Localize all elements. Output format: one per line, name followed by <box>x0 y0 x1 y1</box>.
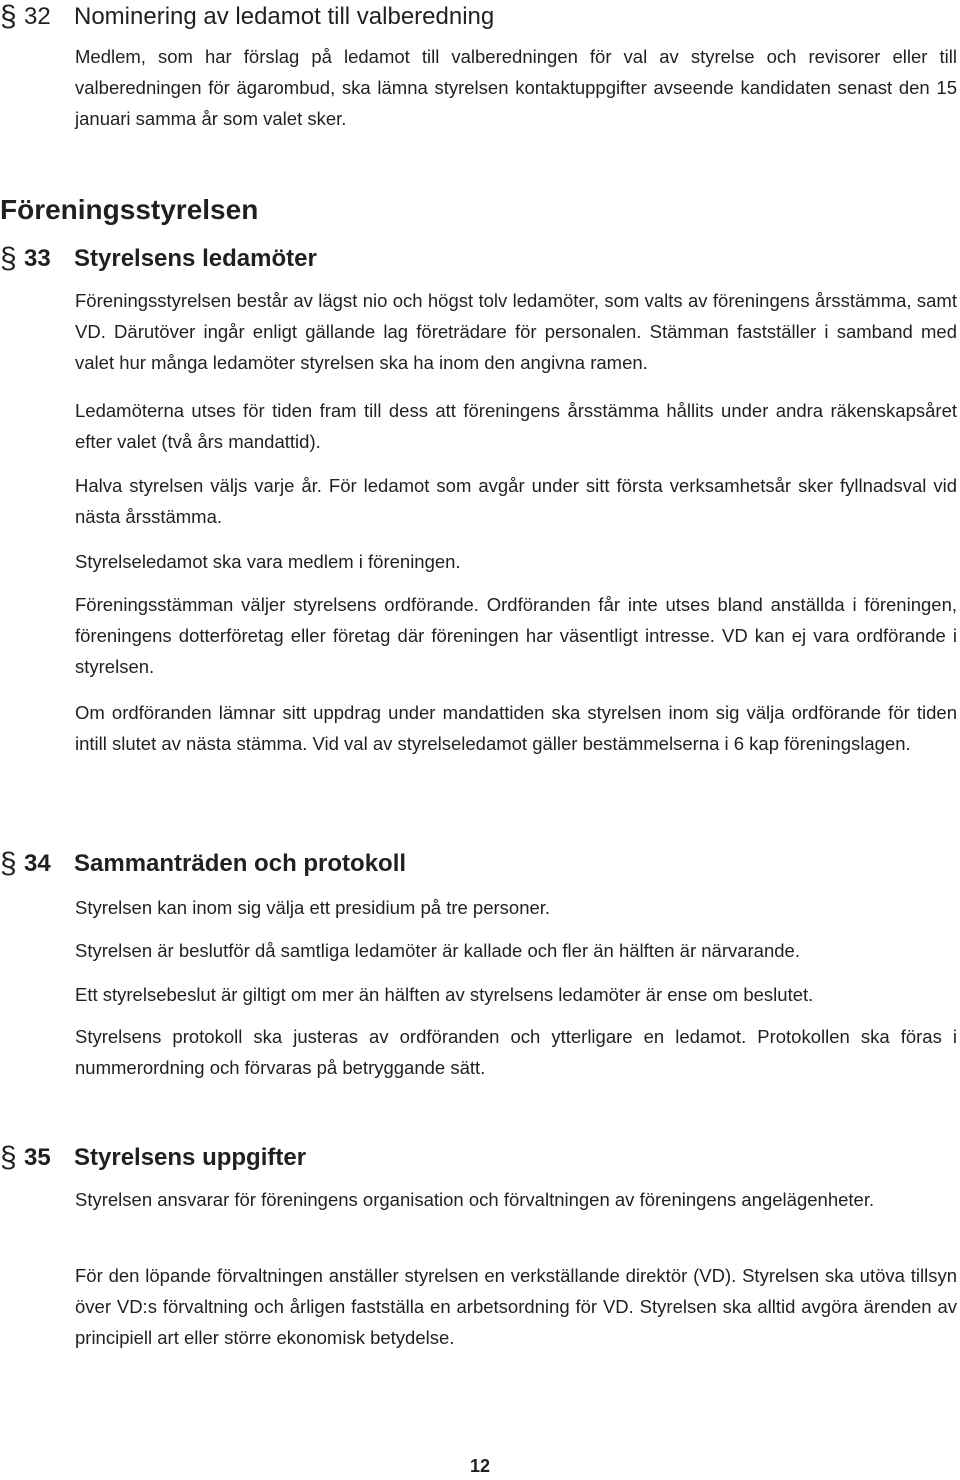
section-heading-33 <box>0 240 317 274</box>
section-title: Styrelsens ledamöter <box>74 245 317 272</box>
paragraph: Styrelseledamot ska vara medlem i föreningen. <box>75 551 461 572</box>
paragraph: Styrelsen är beslutför då samtliga ledamöter är kallade och fler än hälften är närvarande. <box>75 940 800 961</box>
paragraph: Ledamöterna utses för tiden fram till dess att föreningens årsstämma hållits under andra räkenskapsåret efter valet (två års mandattid). <box>75 400 957 452</box>
section-sign: § <box>0 847 17 880</box>
paragraph: Styrelsens protokoll ska justeras av ordföranden och ytterligare en ledamot. Protokollen ska föras i nummerordning och förvaras på betryggande sätt. <box>75 1026 957 1078</box>
section-title: Nominering av ledamot till valberedning <box>74 3 495 30</box>
paragraph: Styrelsen kan inom sig välja ett presidium på tre personer. <box>75 897 551 918</box>
paragraph: Styrelsen ansvarar för föreningens organisation och förvaltningen av föreningens angelägenheter. <box>75 1189 875 1210</box>
section-number: 35 <box>24 1144 51 1171</box>
section-number: 32 <box>24 3 51 30</box>
section-title: Sammanträden och protokoll <box>74 850 407 877</box>
paragraph: Ett styrelsebeslut är giltigt om mer än hälften av styrelsens ledamöter är ense om beslutet. <box>75 984 814 1005</box>
paragraph: Föreningsstämman väljer styrelsens ordförande. Ordföranden får inte utses bland anställda i föreningen, föreningens dotterföretag eller företag där föreningen har väsentligt intresse. VD kan ej vara ordförande i styrelsen. <box>75 594 957 677</box>
paragraph: För den löpande förvaltningen anställer styrelsen en verkställande direktör (VD). Styrelsen ska utöva tillsyn över VD:s förvaltning och årligen fastställa en arbetsordning för VD. Styrelsen ska alltid avgöra ärenden av principiell art eller större ekonomisk betydelse. <box>75 1265 957 1348</box>
section-title: Styrelsens uppgifter <box>74 1144 307 1171</box>
section-heading-35 <box>0 1139 306 1173</box>
section-sign: § <box>0 242 17 275</box>
paragraph: Halva styrelsen väljs varje år. För ledamot som avgår under sitt första verksamhetsår sker fyllnadsval vid nästa årsstämma. <box>75 475 957 527</box>
page-number: 12 <box>469 1456 491 1476</box>
paragraph: Om ordföranden lämnar sitt uppdrag under mandattiden ska styrelsen inom sig välja ordförande för tiden intill slutet av nästa stämma. Vid val av styrelseledamot gäller bestämmelserna i 6 kap föreningslagen. <box>75 702 957 754</box>
chapter-heading: Föreningsstyrelsen <box>0 194 259 225</box>
section-number: 33 <box>24 245 51 272</box>
paragraph: Föreningsstyrelsen består av lägst nio och högst tolv ledamöter, som valts av föreningens årsstämma, samt VD. Därutöver ingår enligt gällande lag företrädare för personalen. Stämman fastställer i samband med valet hur många ledamöter styrelsen ska ha inom den angivna ramen. <box>75 290 957 373</box>
section-heading-34 <box>0 845 406 879</box>
section-number: 34 <box>24 850 51 877</box>
paragraph: Medlem, som har förslag på ledamot till valberedningen för val av styrelse och revisorer eller till valberedningen för ägarombud, ska lämna styrelsen kontaktuppgifter avseende kandidaten senast den 15 januari samma år som valet sker. <box>75 46 957 129</box>
section-sign: § <box>0 0 17 33</box>
section-sign: § <box>0 1141 17 1174</box>
section-heading-32 <box>0 0 494 32</box>
